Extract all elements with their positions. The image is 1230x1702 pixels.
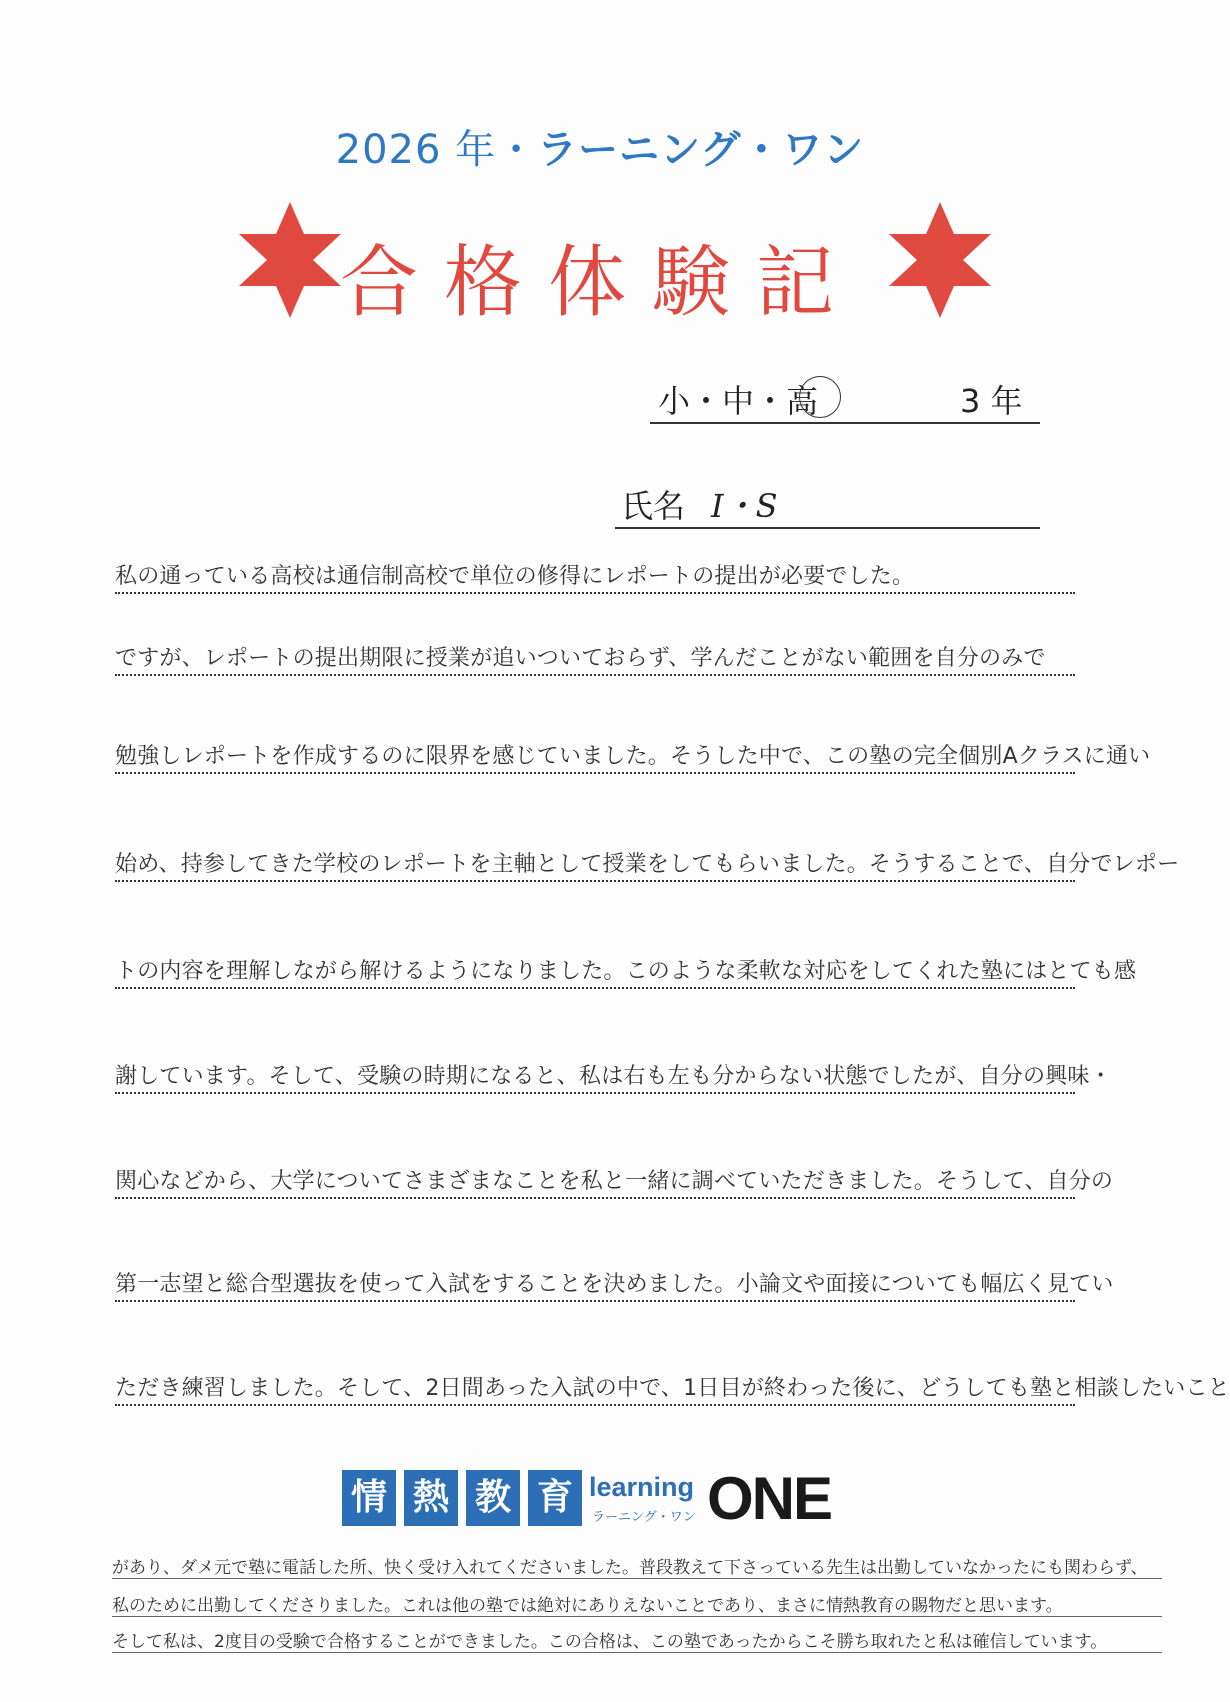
logo-kanji: 情 xyxy=(342,1470,396,1526)
year-label: 2026 年・ xyxy=(335,127,538,173)
essay-line: ただき練習しました。そして、2日間あった入試の中で、1日目が終わった後に、どうしても塾と相談したいこと xyxy=(115,1362,1075,1406)
essay-line: 第一志望と総合型選抜を使って入試をすることを決めました。小論文や面接についても幅広く見てい xyxy=(115,1258,1075,1302)
essay-line: 私の通っている高校は通信制高校で単位の修得にレポートの提出が必要でした。 xyxy=(115,550,1075,594)
name-field xyxy=(615,475,1040,529)
selected-school-circle xyxy=(799,376,841,418)
essay-line: トの内容を理解しながら解けるようになりました。このような柔軟な対応をしてくれた塾にはとても感 xyxy=(115,945,1075,989)
grade-value: 3 年 xyxy=(960,382,1023,420)
name-label: 氏名 xyxy=(621,487,686,525)
brand-name: ラーニング・ワン xyxy=(537,127,865,173)
essay-line: 始め、持参してきた学校のレポートを主軸として授業をしてもらいました。そうすることで、自分でレポー xyxy=(115,838,1075,882)
logo-kanji: 教 xyxy=(466,1470,520,1526)
logo-katakana: ラーニング・ワン xyxy=(592,1510,696,1525)
school-logo xyxy=(342,1465,862,1540)
title-row xyxy=(0,200,1200,330)
footer-line: があり、ダメ元で塾に電話した所、快く受け入れてくださいました。普段教えて下さっている先生は出勤していなかったにも関わらず、 xyxy=(112,1548,1162,1579)
essay-line: 勉強しレポートを作成するのに限界を感じていました。そうした中で、この塾の完全個別Aクラスに通い xyxy=(115,730,1075,774)
logo-one: ONE xyxy=(707,1465,832,1532)
school-options: 小・中・高 xyxy=(658,382,819,420)
logo-learning: learning xyxy=(589,1472,695,1502)
header-line xyxy=(0,118,1200,175)
footer-line: 私のために出勤してくださりました。これは他の塾では絶対にありえないことであり、まさに情熱教育の賜物だと思います。 xyxy=(112,1586,1162,1617)
logo-kanji: 育 xyxy=(528,1470,582,1526)
essay-line: 謝しています。そして、受験の時期になると、私は右も左も分からない状態でしたが、自分の興味・ xyxy=(115,1050,1075,1094)
footer-line: そして私は、2度目の受験で合格することができました。この合格は、この塾であったからこそ勝ち取れたと私は確信しています。 xyxy=(112,1622,1162,1653)
essay-line: ですが、レポートの提出期限に授業が追いついておらず、学んだことがない範囲を自分のみで xyxy=(115,632,1075,676)
grade-field xyxy=(650,372,1040,424)
name-value: I・S xyxy=(711,487,778,525)
page-title: 合格体験記 xyxy=(340,238,861,328)
star-icon xyxy=(885,200,995,320)
essay-line: 関心などから、大学についてさまざまなことを私と一緒に調べていただきました。そうして、自分の xyxy=(115,1155,1075,1199)
logo-kanji: 熱 xyxy=(404,1470,458,1526)
star-icon xyxy=(235,200,345,320)
